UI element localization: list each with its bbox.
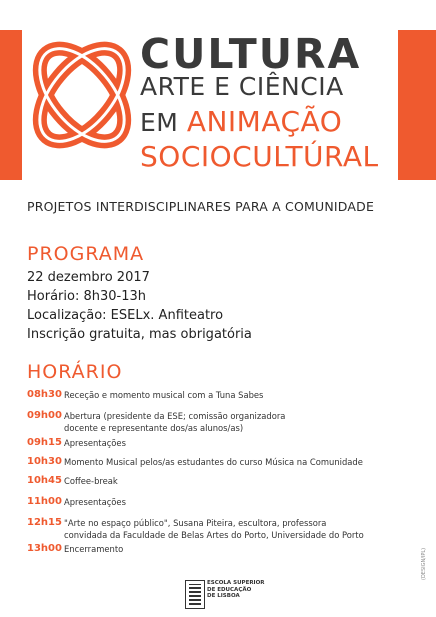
schedule-line: Apresentações (64, 438, 126, 448)
schedule-time: 10h45 (27, 475, 62, 486)
schedule-line: Apresentações (64, 497, 126, 507)
schedule-time: 10h30 (27, 456, 62, 467)
schedule-description (64, 389, 263, 401)
schedule-description (64, 496, 126, 508)
school-name-line: DE EDUCAÇÃO (207, 586, 252, 593)
school-name (207, 580, 265, 600)
title-line-1: CULTURA (140, 30, 362, 78)
schedule-line: Abertura (presidente da ESE; comissão organizadora (64, 411, 286, 421)
programa-date: 22 dezembro 2017 (27, 270, 150, 285)
schedule-description (64, 410, 285, 434)
schedule-description (64, 475, 118, 487)
schedule-line: "Arte no espaço público", Susana Piteira, escultora, professora (64, 518, 327, 528)
programa-time: Horário: 8h30-13h (27, 289, 146, 304)
schedule-time: 12h15 (27, 517, 62, 528)
schedule-time: 11h00 (27, 496, 62, 507)
schedule-time: 09h15 (27, 437, 62, 448)
schedule-line: Momento Musical pelos/as estudantes do curso Música na Comunidade (64, 457, 363, 467)
schedule-description (64, 543, 123, 555)
title-line-3 (140, 105, 343, 138)
schedule-description (64, 437, 126, 449)
title-line-3-prefix: EM (140, 108, 179, 137)
school-name-line: ESCOLA SUPERIOR (207, 580, 265, 586)
school-name-line: DE LISBOA (207, 593, 240, 599)
programa-heading: PROGRAMA (27, 243, 145, 265)
schedule-description (64, 517, 364, 541)
atom-logo-icon (20, 10, 160, 180)
title-line-3-highlight: ANIMAÇÃO (186, 105, 343, 138)
design-credit: (DESIGN/IPL) (421, 547, 427, 580)
subtitle: PROJETOS INTERDISCIPLINARES PARA A COMUNIDADE (27, 199, 375, 214)
programa-info (27, 268, 252, 344)
title-line-2: ARTE E CIÊNCIA (140, 72, 344, 101)
schedule-line: Encerramento (64, 544, 124, 554)
schedule-time: 13h00 (27, 543, 62, 554)
schedule-time: 08h30 (27, 389, 62, 400)
schedule-line: convidada da Faculdade de Belas Artes do Porto, Universidade do Porto (64, 530, 364, 540)
schedule-line: docente e representante dos/as alunos/as) (64, 423, 244, 433)
programa-location: Localização: ESELx. Anfiteatro (27, 308, 224, 323)
school-crest-icon (185, 580, 205, 609)
schedule-description (64, 456, 363, 468)
programa-registration: Inscrição gratuita, mas obrigatória (27, 327, 252, 342)
horario-heading: HORÁRIO (27, 361, 123, 383)
header-bar-right (398, 30, 436, 180)
schedule-time: 09h00 (27, 410, 62, 421)
title-line-4: SOCIOCULTÚRAL (140, 140, 379, 173)
header-bar-left (0, 30, 22, 180)
schedule-line: Receção e momento musical com a Tuna Sabes (64, 390, 264, 400)
schedule-line: Coffee-break (64, 476, 118, 486)
